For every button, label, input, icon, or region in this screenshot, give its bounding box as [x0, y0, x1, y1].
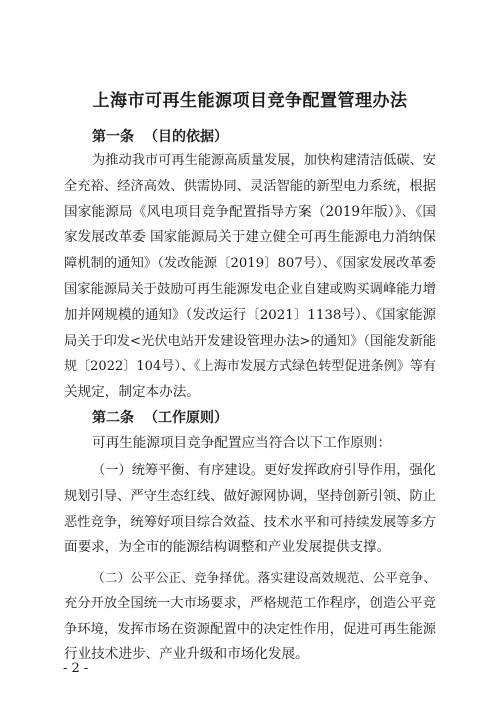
paragraph-line: 可再生能源项目竞争配置应当符合以下工作原则： [92, 435, 392, 451]
paragraph-line: 障机制的通知》（发改能源〔2019〕807号）、《国家发展改革委 [64, 256, 436, 272]
article-1-subtitle: （目的依据） [144, 129, 228, 145]
paragraph-line: 规〔2022〕104号）、《上海市发展方式绿色转型促进条例》等有 [64, 359, 436, 375]
paragraph-line: 关规定，制定本办法。 [64, 384, 200, 401]
paragraph-line: 全充裕、经济高效、供需协同、灵活智能的新型电力系统，根据 [64, 178, 436, 194]
paragraph-line: 面要求，为全市的能源结构调整和产业发展提供支撑。 [64, 539, 391, 556]
article-1-number: 第一条 [92, 129, 134, 145]
article-2-item-1 [64, 458, 436, 561]
paragraph-line: 家发展改革委 国家能源局关于建立健全可再生能源电力消纳保 [64, 229, 436, 246]
paragraph-line: 局关于印发<光伏电站开发建设管理办法>的通知》（国能发新能 [64, 333, 436, 349]
article-1-paragraph [64, 148, 436, 406]
paragraph-line: （二）公平公正、竞争择优。落实建设高效规范、公平竞争、 [92, 570, 436, 585]
article-2-intro [64, 431, 436, 457]
paragraph-line: （一）统筹平衡、有序建设。更好发挥政府引导作用，强化 [92, 463, 436, 478]
article-2-heading [92, 408, 228, 428]
paragraph-line: 争环境，发挥市场在资源配置中的决定性作用，促进可再生能源 [64, 621, 436, 637]
article-1-heading [92, 127, 228, 147]
article-2-subtitle: （工作原则） [144, 410, 228, 426]
paragraph-line: 国家能源局《风电项目竞争配置指导方案（2019年版）》、《国 [64, 203, 436, 220]
paragraph-line: 为推动我市可再生能源高质量发展，加快构建清洁低碳、安 [92, 153, 436, 168]
paragraph-line: 恶性竞争，统筹好项目综合效益、技术水平和可持续发展等多方 [64, 514, 436, 530]
page-number: - 2 - [63, 661, 89, 676]
paragraph-line: 加并网规模的通知》（发改运行〔2021〕1138号）、《国家能源 [64, 307, 436, 323]
paragraph-line: 行业技术进步、产业升级和市场化发展。 [64, 646, 309, 663]
document-title: 上海市可再生能源项目竞争配置管理办法 [92, 91, 408, 111]
article-2-item-2 [64, 565, 436, 668]
paragraph-line: 充分开放全国统一大市场要求，严格规范工作程序，创造公平竞 [64, 595, 436, 611]
paragraph-line: 规划引导、严守生态红线、做好源网协调，坚持创新引领、防止 [64, 488, 436, 504]
paragraph-line: 国家能源局关于鼓励可再生能源发电企业自建或购买调峰能力增 [64, 281, 436, 297]
article-2-number: 第二条 [92, 410, 134, 426]
